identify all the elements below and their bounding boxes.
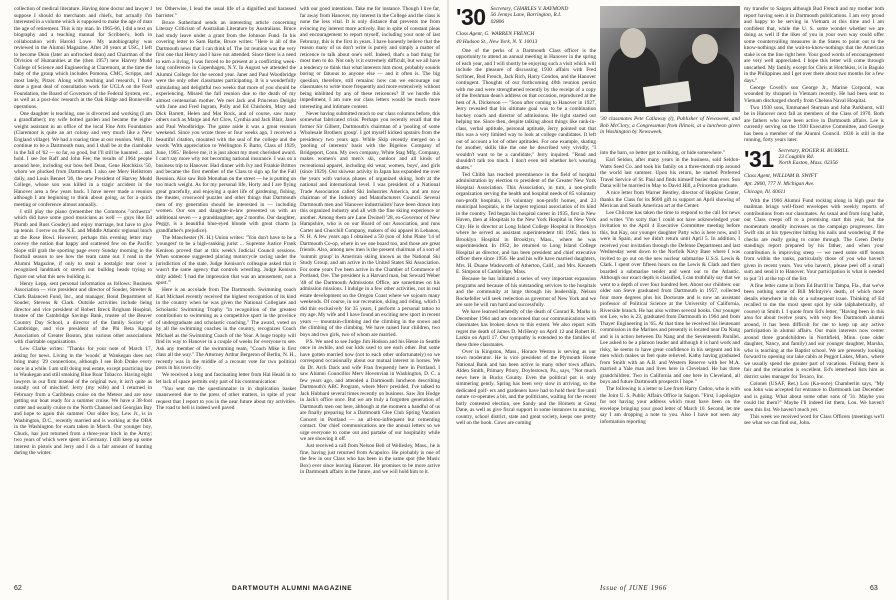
class-1930-final-text xyxy=(744,6,884,144)
paragraph: with our good intentions. Take me for instance. Though I live far, far away from Hanover, my interest in the College and the class is none the less vital. It is only distance that prevents me from evincing my interest more actively. But in spite of constant pleas and encouragement to report myself, including your note of last Februray, this is the first in years. I have honestly believe that the reason many of us don't write is purely and simply a matter of reticence to talk about one's self. Indeed, that's a bad thing for most men to do. Not only is it extremely difficult, but we all have a tendency to think that what interests him most, probably sounds boring or fatuous to anyone else — and it often is. The big question, therefore, still remains: how can we encourage our classmates to write more frequently and more extensively without being inhibited by any of these reticences? If we hurdle this impediment, I am sure our class letters would be much more interesting and intimate content. xyxy=(300,6,440,110)
class-1931-address-1: 23 Coughlin Rd. xyxy=(778,153,815,160)
class-1931-address-2: North Easton, Mass. 02356 xyxy=(778,160,838,167)
class-year-1930: '30 xyxy=(456,6,486,30)
class-1930-agent: Class Agent, G. WARREN FRENCH xyxy=(456,31,535,37)
class-1931-secretary-block xyxy=(779,148,849,167)
page-gutter xyxy=(447,0,449,600)
paragraph: Over in Kingston, Mass., Horace Weston is serving as our town moderator. He is vice president of the Plymouth Home National Bank and has been active in many other town affairs. Alden Smith, Primary Priory, Doylestown, Pa., says, "Not much news here in Bucks County. Even the political pot is only simmering gently. Spring has been very slow in arriving, so the dedicated golf- ers and gardeners have had to hold their fire until nature co-operates a bit, and the politicians, waiting for the recent hotly contested election, see Sandy and the Hornets at Great Dane, as well as give fiscal support in some instances to nursing, country, school district, state and great society, keeps one pretty well on the hook. Cows are coming xyxy=(456,348,596,427)
class-1930-secretary-block xyxy=(491,6,569,25)
paragraph: One daughter is teaching, one is divorced and working (I am a grandfather); my wife bolted garden and became the eight-weight assistant in an office of the local Fine Arts Foundation (Claremont is quite an art colony and very much like a New England village). We had a roaring time at our reunion. Well, I'll continue to be a Dartmouth man, and I shall be at the clambake in the fall of '62 — so far, so good, but I'll still be haunted ... and hold. I see Joe Raff and John Fee; the results of 1964 people around here, including our boss bell Dean, Gene Hotchkiss '50, whom we plucked from Dartmouth. I also see Merv Hellstrom daily, and Louis Bennet '36, the new President of Harvey Mudd College, whose son was killed in a tragic accident in the Hanover area a few years back. I have never made a reunion although I am beginning to think about going, as for a quick meeting or conference almost annually. xyxy=(14,110,152,208)
paragraph: my transfer to Saigon although Bud French and my mother both report having seen it in Dartmouth publications. I am very proud and happy to be serving in Vietnam at this time and I am confident that, while the U. S. some wonder whether we are doing as well if the likes of you in your own way could offer some countervailing measures in the States to point out to the know-nothings and the wait-to-know-nothings that the American stake is on the line right here. Your good words of encouragement are very well appreciated. I hope this letter will come through unscathed. My family, except for Chris at Hotchkiss, is in Baguio in the Philippines and I get over there about two months for a few days." xyxy=(744,6,884,84)
class-1931-text xyxy=(744,198,884,427)
class-1930-heading xyxy=(456,6,596,28)
class-year-1931: '31 xyxy=(744,145,774,172)
right-page-footer-title: Issue of JUNE 1966 xyxy=(600,584,667,592)
paragraph: Colonel (USAF, Ret.) Lou (Ka-ooce) Chamberlin says, "My son John was accepted for entrance to Dartmouth last December and is going. What about some other sons of '31. Maybe you could list them?" Maybe I'll indeed list them, Lou. We haven't seen this list. We haven't much yet. xyxy=(744,380,884,413)
paragraph: "You sent me the questionnaire in in duplication basket unanswered due to the press of other matters, in spite of your request that I report to you in the near future about my activities. The road to hell is indeed well paved xyxy=(156,385,296,411)
paragraph: George Covell's son George Jr., Marine Corporal, was wounded by shrapnel in Vietnam recently. He had been sent to Vietnam discharged shortly from Chelsea Naval Hospital. xyxy=(744,84,884,104)
class-1931-heading xyxy=(744,145,884,172)
class-1931-agent-address: Apt. 2800, 777 N. Michigan Ave. xyxy=(744,180,815,187)
right-page-column-2 xyxy=(600,150,740,578)
paragraph: Lew Clarke writes: "Thanks for your note of March 17, asking for news. Living in the 'woods' at Waukegan does not bring many '29 connections, although I see Bob Drake every once in a while. I am still doing real estate, except practicing law in Waukegan and still smoking Blue Boar Tobacco. Having eight lawyers in our firm instead of the original two, it isn't quite as usually out of mischief. Jerry (my wife) and I returned in February from a Caribbean cruise on the Meteor and are now getting our boat ready for a summer cruise. We have a 38-foot cutter and usually cruise to the North Channel and Georgian Bay and hope to again this summer. Our older boy, Lew Jr., is in Washington, D.C., recently married and is working at the OBA in the Washington for exam taken in March. Our younger boy, Chuck, has just returned from a three-year hitch in the Army; two years of which were spent in Germany. I still keep up some interest in pistols and Jerry and I do a fair amount of hunting during the winter. xyxy=(14,346,152,456)
paragraph: ter. Otherwise, I lead the usual life of a dignified and harassed barrister." xyxy=(156,6,296,19)
left-page-column-1 xyxy=(14,6,152,578)
paragraph: Two 1930 sons, Emmanuel Sturman and John Parkhurst, will be in Hanover next fall as members of the Class of 1970. Both are fathers who have been active in Dartmouth affairs. Lee is currently serving on the 1930 Executive Committee, and George has been a member of the Alumni Council. 1930 is still in the running, forty years later. xyxy=(744,104,884,143)
class-1930-address-1: 56 Jennys Lane, Barrington, R.I. xyxy=(490,12,562,19)
class-1931-agent: Class Agent, WILLIAM B. SWIFT xyxy=(744,172,817,179)
class-1931-secretary: Secretary, ROGER H. BURRILL xyxy=(778,147,849,154)
paragraph: A fine letter came in from Ed Burrill in Tampa, Fla., that we've been nothing some of Bill McIntyre's death, of which more details elsewhere in this or a subsequent issue. Thinking of Ed recalled to me the most spent spot by side (alphabetically, of course) in Smith I. I quote from Ed's letter, "Having been in this area for about twelve years, with very few Dartmouth alumni around, it has been difficult for me to keep up any active participation in alumni affairs. Our main interests now center around three grandchildren in Northfield, Minn. (one older daughter, Nancy, and family) and our younger daughter, Marsha, who is teaching at the Baptist school. We are presently looking forward to opening our lake cabin at Peggot Lakes, Minn., where we usually spend the greater part of vacations. Fishing there is fair and the relaxation is excellent. Ed's letterhead lists him as district sales manager for Texaco, Inc. xyxy=(744,282,884,380)
paragraph: Because he has initiated a series of very important expansion programs and because of his outstanding services to the hospitals and the community at large through his leadership, Nelson Rockefeller will seek reelection as governor of New York and we are sure he will run hard and successfully. xyxy=(456,276,596,309)
class-1930-continued-text xyxy=(600,150,740,425)
class-1930-secretary: Secretary, CHARLES V. RAYMOND xyxy=(490,6,569,12)
class-1930-address-2: 02806 xyxy=(490,18,505,25)
paragraph: into the barn, so better get to milking, or hide somewhere." xyxy=(600,150,725,156)
left-page-footer-title: DARTMOUTH ALUMNI MAGAZINE xyxy=(232,585,353,592)
class-1930-text xyxy=(456,48,596,427)
paragraph: One of the perks of a Dartmouth Class officer is the opportunity to attend an annual meeting in Hanover in the spring of each year, and I will shortly be enjoying such a visit which will include the pleasure of discussing 1930 affairs with Fred Scribner, Bud French, Jack Rich, Harry Condon, and the Hanover contingent. Thoughts of our forthcoming 40th reunion persist with me and were strengthened recently by the receipt of a copy of the freshman dean's address on that occasion, reproduced at the best of A. Dickerson — "Soon after coming to Hanover in 1927, Jerry revealed that his ultimate goal was to be a combination hockey coach and director of admissions. He right started out helping me. Since then, despite talking about things like rank-in-class, verbal aptitude, personal aptitude, Jerry pointed out that this was a very limited way to look at college candidates. It left out of account a lot of other aptitudes. For one example, skating for another, skills like the one he described very vividly, "I wouldn't want to be a candidate," Jerry inquired. "Read and shouldn't talk too much. I don't even tell whether he's wearing skates." xyxy=(456,47,596,171)
paragraph: I still play the piano (remember the Commons "orchestra" which did have some good musicians as well — guys like Ed Plumb and Russ Goudey) and enjoy marriage, but have to give up tennis. I serve on the N.E. and Middle Atlantic regional lunch at the Rose Bowl. However, perhaps this evening letter may convey the notion that happy and scattered few on the Pacific Slope still grab the sporting page every Sunday morning in the football season to see how the team came out. I read in the Alumni Magazine, if only to steal a nostalgic tear over a recognized landmark or stretch our bulldog heads trying to figure out what this new building is. xyxy=(14,208,152,280)
paragraph: With the 1966 Alumni Fund rocking along in high gear the mailman brings well-fixed envelopes with weekly reports of contributions from our classmates. As usual and from long habit, our Class creeps off to a promising start this year, but the momentum steadily increases as the campaign progresses. Jim Swift sits at his typewriter hitting his nails and wondering if the checks are really going to come through. The Green Derby standings report prepared by his father, and when your contribution is improving steep — we need some stiff boosts from within the ranks, particularly those of you who haven't given in recent years. You who haven't, please peel off a small sum and send it to Hanover. Your participation is what is needed to put '31 at the top of the list. xyxy=(744,197,884,282)
class-1931-agent-city: Chicago, Ill. 60611 xyxy=(744,189,786,196)
left-page-column-2 xyxy=(156,6,296,578)
class-1930-agent-address: 40 Hudson St., New York, N. Y. 10013 xyxy=(456,39,538,46)
paragraph: The Manchester (N. H.) Union writes: "You don't have to be a 'youngest' to be a high-ranking jurist ... Supreme Justice Frank Kenison proved that at this week's Judicial Council sessions. When someone suggested placing motorcycle racing under the jurisdiction of the state, Judge Kenison's colleague asked that it wasn't the same agency that controls wrestling. Judge Kenison drily added: 'I had the impression that was an amusement, not a sport.'" xyxy=(156,234,296,286)
paragraph: We received a long and fascinating letter from Hal Heald in to let lack of space permits only part of his communication: xyxy=(156,372,296,385)
paragraph: Earl Seldon, after many years in the business, sold Seldon-Watts Seed Co. and took his family on a three-month trip around the world last summer. Upon his return, he started Preferred Travel Service of St. Paul and finds himself busier than ever. Son Dana will be married in May to David Hill, a Princeton graduate. xyxy=(600,157,740,189)
paragraph: Lee Chilcote has taken the time to respond to the call for news and writes "I'm sorry that I could not have acknowledged your invitation to the April 4 Executive Committee meeting before this, but Kay, our younger daughter Patty who is here now, and I were in Spain, and we didn't return until April 5. In addition, I received your invitation through the Defense Department and last Wednesday went down to the Norfolk Navy Base where I was invited to go out on the new nuclear submarine U.S.S. Lewis & Clark. I spent over fifteen hours on the Lewis & Clark and then boarded a submarine tender and went out to the Atlantic. Although our exact depth is classified, I can truthfully say that we went to a depth of over four hundred feet. About our children: our older son Steve graduated from Dartmouth in 1957, collected four more degrees plus his Doctorate and is now an assistant professor of Political Science at the University of California, Riverside branch. He has also written several books. Our younger son Lee, who is 23, graduated from Dartmouth in 1964 and from Thayer Engineering in '65. At that time he received his lieutenant commission in the Marines and presently is located near Da Nang and is in action between Da Nang and the Seventeenth Parallel. Lee asked to be a platoon leader and although it is hard work and risky, he seems to have great confidence in his sergeant and his men which makes us feel quite relieved. Kathy having graduated from Smith with an A.B. and Western Reserve with her M.A. married a Yale man and lives here in Cleveland. He has three grandchildren. Two in California and one here in Cleveland, all boys and future Dartmouth prospects I hope." xyxy=(600,210,740,385)
paragraph: The following is a letter to Lee from Harry Cadoo, who is with the Joint U. S. Public Affairs Office in Saigon. "First, I apologize for not having your address which must have been on the envelope bringing your good letter of March 10. Second, let me say I am dropping a note to you. Also I have not seen any information reporting xyxy=(600,386,740,425)
paragraph: P.S. We used to see Judge Jim Hodson and his Hesse in Seattle once in awhile, and our kids used to see each other. But some have gotten married now (not to each other unfortunately) so we correspond occasionally about our mutual interest in horses. We do Dr. Arch Dack and wife Fran frequently here in Portland. I saw Alumni Councillor Merv Hovenvian in Washington, D. C. a few years ago, and attended a Dartmouth luncheon describing Dartmouth's ABC Program, where Merv presided. I've talked to Jack Hubbard several times recently on business. Saw Jim Hodge in Jack's office once. But we are truly a forgotten generation of Dartmouth men out here, although at the moment a handful of us are finally preparing for a Dartmouth Glee Club Spring Vacation Concert in Portland — an all-too-infrequent but cementing contact. Our chief communications are the annual letters so we urge everyone to come out and partake of our hospitality while we are showing it off. xyxy=(300,338,440,442)
left-page-number: 62 xyxy=(14,585,22,592)
left-col3-text xyxy=(300,6,440,476)
paragraph: Here is an accolade from The Dartmouth. Swimming coach Karl Michael recently received the highest recognition of its kind in the country when he was given the National Collegiate and Scholastic Swimming Trophy "in recognition of the greatest contribution to swimming as a competitive sport in the province of undergraduate and scholastic coaching." The award, voted on by all the swimming coaches in the country, recognizes Coach Michael as the Swimming Coach of the Year. A huge trophy will find its way to Hanover in a couple of weeks for everyone to see. Ask any member of the swimming team, "Coach Mike is first class all the way." The Attorney Arthur Bergeron of Berlin, N. H., recently was in the middle of a recount vote for two political posts in his town city. xyxy=(156,287,296,371)
right-page-column-1 xyxy=(456,6,596,578)
paragraph: Ted Chibb has reached preeminence in the field of hospital administration by election to president of the Greater New York Hospital Association. This Association, in turn, a non-profit organization serving the health and hospital needs of 85 voluntary non-profit hospitals, 16 voluntary non-profit homes, and 23 municipal hospitals, is the largest regional association of its kind in the country. Ted began his hospital career in 1935, first in New Haven, then at Hospitals to the New York Hospital in New York City. He is director at Long Island College Hospital in Brooklyn where he served as assistant superintendent till 1945; then to Brooklyn Hospital in Brooklyn, Mass., where he was superintendent. In 1952, he returned to Long Island College Hospital as director, and has been president and chief executive officer there since 1956. He and his wife have married daughters, Mrs. H. Duane Wadsworth of Atherton, Calif., and Mrs. Kenneth E. Simpson of Cambridge, Mass. xyxy=(456,171,596,276)
classmates-photo xyxy=(600,6,740,112)
right-page-number: 63 xyxy=(870,585,878,592)
left-col1-text xyxy=(14,6,152,457)
paragraph: A nice letter from Warner Bentley, director of Hopkins Center, thanks the Class for its $600 gift to support an April showing of Mexican and South American art at the Center. xyxy=(600,190,740,209)
paragraph: Never having submitted much to our class columns before, this somewhat fabricated crisis. Perhaps you recently recall that the former Sir Gilbert, Dartmouth's chairman of a 'pooling of some Wholesale Brothers group'. I got myself kicked upstairs from the presidency two years ago. While Skip recently merged on a 'pooling of interests' basis with the Bigelow Company of Bridgeport, Conn. My own company, White Stag Mfg. Company, makes women's and men's ski, outdoor and all kinds of recreational apparel, including ski wear, women, boys', and girls (since 1929). Our skiwear activity in Japan has expanded me over the years with various phases of organized skiing, both at the national and international level. I was president of a National Trade Association called Ski Industries America, and am now chairman of the Industry and Manufacturers Council. Several Dartmouth men and 'Hanover industrialists' have been drawn into this organized industry and all with the fine skiing experience or another. Among them are Lane Dwinell '28, ex-Governor of New Hampshire, who is on our Board of our Association, and runs Carter and Churchill Company, makers of ski apparel in Lebanon, N. H. A few years ago I obtained a 50 (son of John Plane '14 of Dartmouth Co-op, where in we one board too, and those are great friends. Also, among new men is the present chairman of a sort of 'summit group' in American skiing known as the National Ski Study Group, and am active in the United States Ski Association. For some years I've been active in the Chamber of Commerce of Portland, Ore. The president is a Harvard man, but Seward Weber '48 of the Dartmouth Admissions Office, are sometimes on his admission missions. I indulge in a few other activities, not in real estate development on the Oregon Coast where we sojourn many weekends. Of course, in our recreation, skiing and riding, which I did this exclusively for 35 years, I perform a personal tattoo to my age. My wife and I have found an exciting new sport in recent years — mountain-climbing and the climbing in the snows and the climbing of the climbing. We have raised four children, two boys and two girls, two of whom are married. xyxy=(300,110,440,338)
paragraph: collection of medical literature. Having done doctor and lawyer I suppose I should do merchants and chiefs, but actually I'm interested in a volume which is supposed to make the age of man the age of retirement. This is my man. In 1965-66, I did a text on biography and a teaching manual for Scribner's, both in collaboration with Harold Lowe. My autobiography was reviewed in the Alumni Magazine. After 20 years at USC, I left to become Dean (later an unfrocked dean) and Chairman of the Division of Humanities at the (then 1957) new Harvey Mudd College of Science and Engineering at Claremont, at the time the baby of the group which includes Pomona, CMC, Scripps, and most lately, Pitzer. Along with teaching and research, I have done a great deal of consultation work for UCLA on the Ford Foundation, the Board of Governors of the Federal System, etc., as well as a post-doc research at the Oak Ridge and Bonneville operations. xyxy=(14,6,152,110)
right-page-column-3 xyxy=(744,6,884,578)
left-col2-text xyxy=(156,6,296,412)
paragraph: Henry Lepp, sent personal information as follows: Business Association — vice president and director of Souder, Streeter & Clark Balanced Fund, Inc., and manager, Bond Department of Souder, Stevens & Clark. Outside activities include being director and vice president of Robert Breck Brigham Hospital, trustee of the Cambridge Savings Bank, trustee of the Beaver Country Day School, a director of the family Society of Cambridge, and vice president of the Phi Beta Kappa Association of Greater Boston, plus various other associations with charitable organizations. xyxy=(14,280,152,345)
paragraph: Bruce Sutherland sends an interesting article concerning Literary Criticism of Australian Literature by Australians. Bruce had study leave under a grant from the Johnson Fund. In his covering letter to Sam Barbe, Bruce writes: "Here is all of the Dartmouth news that I can think of. The 1st reunion was the very first one that Henry and I have not attended. Since there is a need to earn a living, I was forced to be present at a conflicting week-long conference in Copenhagen, N.Y. In August we attended the Alumni College for the second year. Janet and Paul Woodbridge were the only other classmates participating. It is a wonderfully stimulating and delightful two weeks that more of you should be experiencing. Missed the fall reunion due to the death of my almost centenarian mother. We met Jack and Princeton Delight with Jane and Fred Ingram, Polly and Ed Chisholm, Mary and Dick Barrett, Helen and Mat Rock, and of course, saw many others such as Marge and Art Clow, Cynthia and Jack Blair, Janet and Paul Woodbridge. The game aside it was a great reunion weekend. Since you wrote three or four weeks ago, I received a beautiful citation, mounted with the seal of the college and the words 'With appreciation to Wellington F. Barto, Class of 1929, June, 1965.' Believe me, it is just about my most cherished award. I can't say more why not becoming national insurance. I was on a business trip to Hanover. Had dinner with Ivy and Frankie Britton and became the first member of the Class to sign up for the Fall Reunion. Also saw Bob Monahan on the street — he is putting on too much weight. As for my personal life, Horty and I are flying great gracefully, and enjoying a quiet life of gardening, fishing, the theater, crossword puzzles and other things that Dartmouth men of my generation should be interested in — including women. Our son and daughter-in-law presented us with an additional seven — a granddaughter, age 2 months. Our daughter, Peggy, is a beautiful blue-eyed blonde with great charm (a grandfather's prejudice). xyxy=(156,19,296,234)
photo-caption: '30 classmates Pete Callaway (l), Publisher of Newsweek, and Bob McClory, a Congressman from Illinois, at a luncheon given in Washington by Newsweek. xyxy=(600,116,740,135)
paragraph: This week we received word for Class Officers (meetings we'll see what we can find out, John. xyxy=(744,413,884,427)
paragraph: We have learned belatedly of the death of Conrad R. Marks in December 1964 and are concerned that our communications with classmates has broken down to this extent. We also report with regret the death of James D. McHenry on April 12 and Robert H. Larkin on April 17. Our sympathy is extended to the families of these three classmates. xyxy=(456,309,596,348)
left-page-column-3 xyxy=(300,6,440,578)
paragraph: Just received a call from Nelson Bell of Wellesley, Mass., he is fine, having just returned from Acapulco. He probably is one of the few in our Class who has been in the same spot (the Music Box) ever since leaving Hanover. He promises to be more active in Dartmouth affairs in the future, and we will hold him to it. xyxy=(300,443,440,475)
